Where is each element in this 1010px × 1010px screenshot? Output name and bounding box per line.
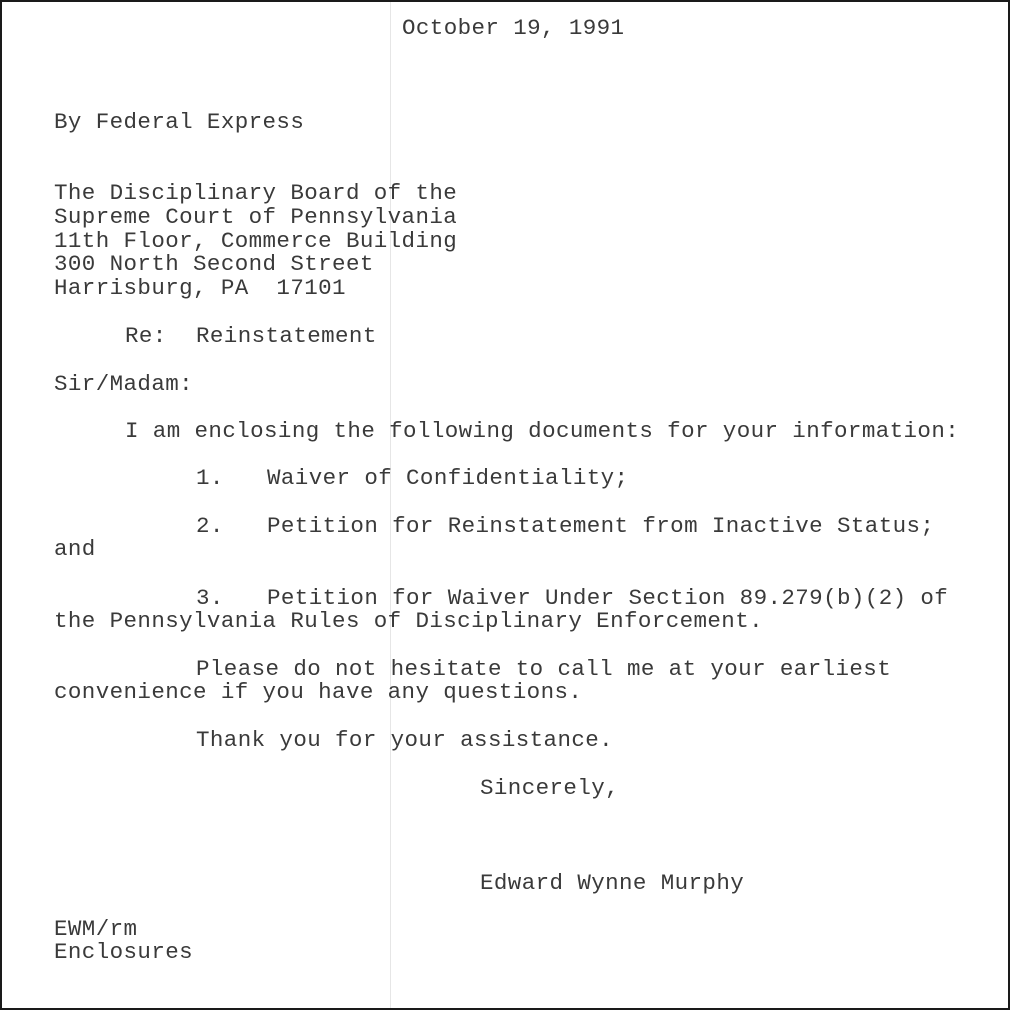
thanks-line: Thank you for your assistance. xyxy=(196,727,614,753)
re-label: Re: xyxy=(125,323,167,349)
closing-paragraph-line-1: Please do not hesitate to call me at your earliest xyxy=(196,656,892,682)
recipient-line-2: Supreme Court of Pennsylvania xyxy=(54,204,458,230)
delivery-method: By Federal Express xyxy=(54,109,305,135)
enclosure-1-number: 1. xyxy=(196,465,224,491)
signer-name: Edward Wynne Murphy xyxy=(480,870,745,896)
intro-paragraph: I am enclosing the following documents for your information: xyxy=(125,418,960,444)
re-subject: Reinstatement xyxy=(196,323,377,349)
recipient-line-1: The Disciplinary Board of the xyxy=(54,180,458,206)
recipient-line-4: 300 North Second Street xyxy=(54,251,374,277)
paper-fold-line xyxy=(390,2,391,1008)
enclosure-2-number: 2. xyxy=(196,513,224,539)
salutation: Sir/Madam: xyxy=(54,371,194,397)
typist-initials: EWM/rm xyxy=(54,916,138,942)
recipient-line-3: 11th Floor, Commerce Building xyxy=(54,228,458,254)
signoff: Sincerely, xyxy=(480,775,620,801)
letter-date: October 19, 1991 xyxy=(402,15,625,41)
enclosure-1-text: Waiver of Confidentiality; xyxy=(267,465,629,491)
enclosure-3-number: 3. xyxy=(196,585,224,611)
recipient-line-5: Harrisburg, PA 17101 xyxy=(54,275,346,301)
enclosure-3-text: Petition for Waiver Under Section 89.279(b)(2) of xyxy=(267,585,949,611)
enclosure-2-continuation: and xyxy=(54,536,96,562)
enclosures-note: Enclosures xyxy=(54,939,194,965)
enclosure-2-text: Petition for Reinstatement from Inactive Status; xyxy=(267,513,935,539)
enclosure-3-continuation: the Pennsylvania Rules of Disciplinary Enforcement. xyxy=(54,608,764,634)
closing-paragraph-line-2: convenience if you have any questions. xyxy=(54,679,583,705)
